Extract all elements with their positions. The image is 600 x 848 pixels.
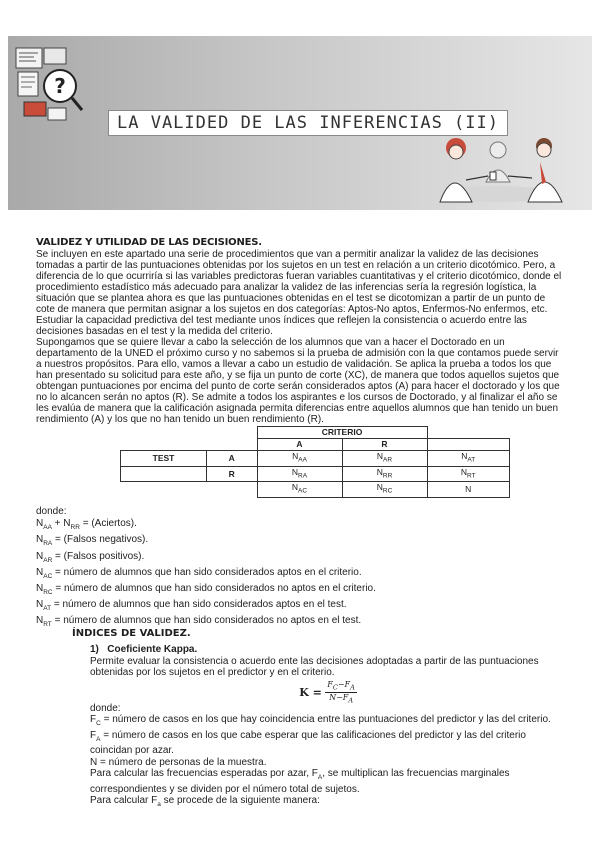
- col-a-header: A: [257, 439, 342, 451]
- section-heading-validez: VALIDEZ Y UTILIDAD DE LAS DECISIONES.: [36, 237, 262, 248]
- cell-nar: $N_{AR}$: [342, 451, 427, 467]
- test-label: TEST: [121, 451, 207, 467]
- def-falsos-negativos: $N_{RA}$ = (Falsos negativos).: [36, 534, 149, 548]
- header-banner: [8, 36, 592, 210]
- def-n: N = número de personas de la muestra.: [90, 756, 267, 768]
- criterio-header: CRITERIO: [257, 427, 427, 439]
- page-title: LA VALIDED DE LAS INFERENCIAS (II): [108, 110, 508, 136]
- cell-n-total: N: [427, 482, 510, 498]
- kappa-intro: Permite evaluar la consistencia o acuerdo ente las decisiones adoptadas a partir de las puntuaciones obtenidas por los sujetos en el predictor y en el criterio.: [90, 655, 539, 679]
- cell-nat: $N_{AT}$: [427, 451, 510, 467]
- def-nat: $N_{AT}$ = número de alumnos que han sido considerados aptos en el test.: [36, 599, 347, 613]
- def-aciertos: $N_{AA} + N_{RR}$ = (Aciertos).: [36, 518, 137, 532]
- contingency-table: [120, 426, 510, 498]
- kappa-title: 1) Coeficiente Kappa.: [90, 643, 198, 655]
- def-fa: $F_A$ = número de casos en los que cabe esperar que las calificaciones del predictor y las del criterio coincidan por azar.: [90, 729, 526, 757]
- cell-naa: $N_{AA}$: [257, 451, 342, 467]
- contingency-table-wrapper: [120, 426, 566, 498]
- def-nrc: $N_{RC}$ = número de alumnos que han sido considerados no aptos en el criterio.: [36, 583, 376, 597]
- donde-label: donde:: [36, 506, 67, 518]
- paragraph-intro: Se incluyen en este apartado una serie de procedimientos que van a permitir analizar la validez de las decisiones tomadas a partir de las puntuaciones obtenidas por los sujetos en un test en relación a un criterio dicotómico. Pero, a diferencia de lo que ocurriría si las variables predictoras fueran variables cuantitativas y el criterio dicotómico, donde el procedimiento estadístico más adecuado para analizar la validez de las inferencias sería la regresión logística, la situación que se plantea ahora es que las puntuaciones obtenidas en el test se dicotomizan a partir de un punto de cote de manera que permitan asignar a los sujetos en dos categorías: Aptos-No aptos, Enfermos-No enfermos, etc.: [36, 249, 562, 315]
- calc-frecuencias: Para calcular las frecuencias esperadas por azar, $F_A$, se multiplican las frecuencias marginales correspondientes y se dividen por el número total de sujetos.: [90, 768, 510, 795]
- calc-fa: Para calcular $F_a$ se procede de la siguiente manera:: [90, 795, 320, 809]
- row-a-label: A: [207, 451, 258, 467]
- document-body: [36, 237, 566, 811]
- paragraph-capacidad: Estudiar la capacidad predictiva del test mediante unos índices que reflejen la consistencia o acuerdo entre las decisiones basadas en el test y la medida del criterio.: [36, 315, 527, 337]
- cell-nrt: $N_{RT}$: [427, 466, 510, 482]
- definitions-list: [36, 506, 566, 632]
- kappa-donde: donde:: [90, 702, 121, 714]
- col-r-header: R: [342, 439, 427, 451]
- cell-nac: $N_{AC}$: [257, 482, 342, 498]
- def-nac: $N_{AC}$ = número de alumnos que han sido considerados aptos en el criterio.: [36, 566, 362, 580]
- section-heading-indices: ÍNDICES DE VALIDEZ.: [72, 627, 191, 639]
- cell-nra: $N_{RA}$: [257, 466, 342, 482]
- svg-text:?: ?: [54, 74, 66, 98]
- kappa-body: [90, 656, 566, 811]
- def-fc: $F_C$ = número de casos en los que hay coincidencia entre las puntuaciones del predictor y las del criterio.: [90, 714, 551, 728]
- question-illustration-icon: [14, 46, 94, 126]
- def-nrt: $N_{RT}$ = número de alumnos que han sido considerados no aptos en el test.: [36, 615, 362, 629]
- people-illustration-icon: [426, 132, 576, 208]
- def-falsos-positivos: $N_{AR}$ = (Falsos positivos).: [36, 550, 145, 564]
- cell-nrr: $N_{RR}$: [342, 466, 427, 482]
- row-r-label: R: [207, 466, 258, 482]
- paragraph-ejemplo: Supongamos que se quiere llevar a cabo la selección de los alumnos que van a hacer el Doctorado en un departamento de la UNED el próximo curso y no sabemos si la prueba de admisión con la que contamos puede servir a nuestros propósitos. Para ello, vamos a llevar a cabo un estudio de validación. Se aplica la prueba a todos los que han presentado su solicitud para este año, y se fija un punto de corte (XC), de manera que todos aquellos sujetos que obtengan puntuaciones por encima del punto de corte serán considerados aptos (A) para hacer el doctorado y los que no lo alcancen serán no aptos (R). Se admite a todos los aspirantes e los cursos de Doctorado, y al finalizar el año se les evalúa de manera que la calificación asignada permita diferencias entre aquellos alumnos que han tenido un buen rendimiento (A) y los que no han tenido un buen rendimiento (R).: [36, 337, 560, 425]
- kappa-formula: K = $\frac{F_C-F_A}{N-F_A}$: [299, 679, 355, 705]
- cell-nrc: $N_{RC}$: [342, 482, 427, 498]
